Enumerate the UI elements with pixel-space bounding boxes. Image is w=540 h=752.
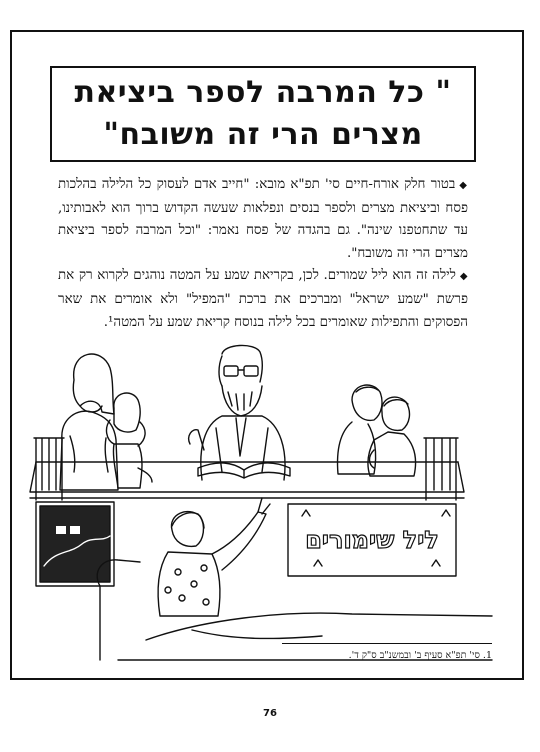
seder-illustration — [22, 340, 512, 670]
title-line-2: מצרים הרי זה משובח" — [103, 117, 423, 152]
footnote: 1. סי' תפ"א סעיף ב' ובמשנ"ב ס"ק ד'. — [348, 650, 492, 661]
diamond-bullet-icon: ◆ — [459, 271, 468, 283]
title-box — [50, 66, 476, 162]
paragraph-2-text: לילה זה הוא ליל שמורים. לכן, בקריאת שמע על המטה נוהגים לקרוא רק את פרשת "שמע ישראל" ומברכים את ברכת "המפיל" ולא אומרים את שאר הפסוקים והתפילות שאומרים בכל לילה בנוסח קריאת שמע על המטה¹. — [58, 268, 468, 330]
son-figure-1 — [338, 385, 382, 474]
page-number: 76 — [263, 708, 277, 719]
title-line-1: " כל המרבה לספר ביציאת — [74, 75, 452, 110]
open-haggadah-book — [198, 463, 290, 478]
paragraph-1 — [58, 174, 468, 265]
paragraph-1-text: בטור חלק אורח-חיים סי' תפ"א מובא: "חייב אדם לעסוק כל הלילה בהלכות פסח וביציאת מצרים ולספר בנסים ונפלאות שעשה הקדוש ברוך הוא לאבותינו, עד שתחטפנו שינה". גם בהגדה של פסח נאמר: "וכל המרבה לספר ביציאת מצרים הרי זה משובח". — [58, 177, 468, 261]
footnote-divider — [282, 643, 492, 644]
bed — [97, 560, 492, 660]
paragraph-2 — [58, 265, 468, 334]
window — [36, 502, 114, 586]
left-chair — [34, 438, 64, 500]
daughter-figure — [107, 393, 152, 488]
body-text — [58, 174, 468, 334]
child-in-bed-figure — [158, 498, 270, 616]
right-chair — [424, 438, 458, 500]
diamond-bullet-icon: ◆ — [459, 180, 468, 191]
father-figure — [189, 345, 285, 480]
banner-text: ליל שימורים — [305, 526, 439, 554]
